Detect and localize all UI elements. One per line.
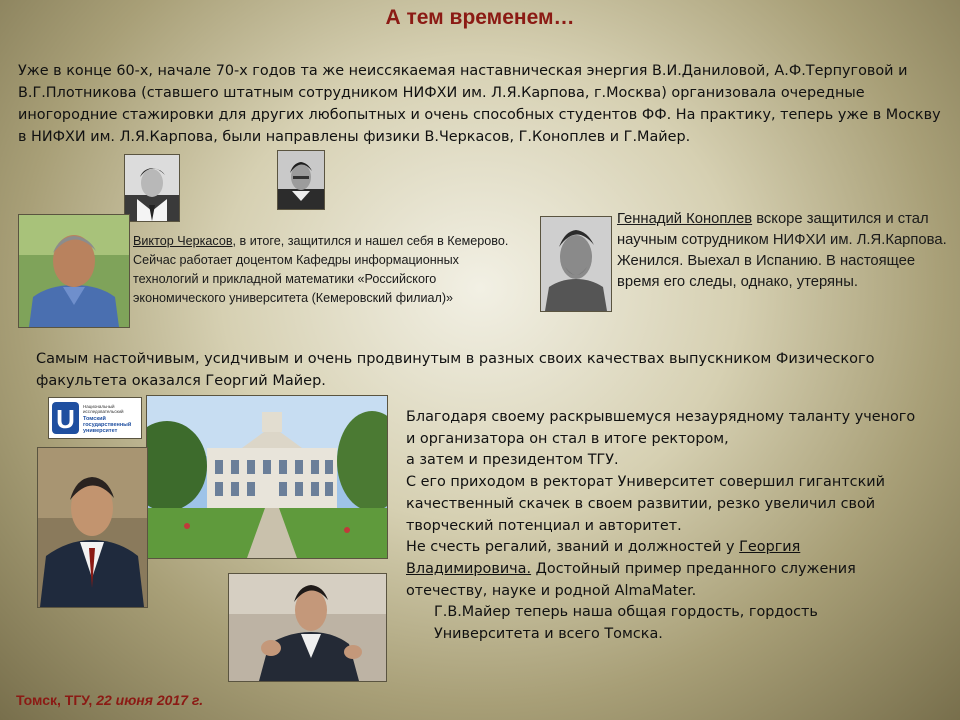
footer-place: Томск, ТГУ, <box>16 692 97 708</box>
bio-p4-after: Достойный пример преданного служения отечеству, науке и родной AlmaMater. <box>406 560 856 599</box>
tsu-logo <box>48 397 142 439</box>
cherkasov-text: , в итоге, защитился и нашел себя в Кемерово. Сейчас работает доцентом Кафедры информационных технологий и прикладной математики «Российского экономического университета (Кемеровский филиал)» <box>133 234 509 305</box>
konoplev-name: Геннадий Коноплев <box>617 211 753 227</box>
tsu-logo-letter: U <box>56 404 75 434</box>
konoplev-text: вскоре защитился и стал научным сотрудником НИФХИ им. Л.Я.Карпова. Женился. Выехал в Испанию. В настоящее время его следы, однако, утеряны. <box>617 211 947 290</box>
mayer-bio <box>406 407 926 646</box>
mayer-name-link: Георгия Владимировича. <box>406 539 801 577</box>
photo-university-building <box>146 395 388 559</box>
photo-cherkasov-young <box>124 154 180 222</box>
tsu-logo-line4: государственный <box>83 422 132 428</box>
cherkasov-caption <box>133 232 513 308</box>
bio-paragraph-1: Благодаря своему раскрывшемуся незаурядному таланту ученого и организатора он стал в итоге ректором, <box>406 409 916 447</box>
slide-title: А тем временем… <box>385 6 575 29</box>
footer <box>16 692 203 708</box>
tsu-logo-line2: исследовательский <box>83 409 124 414</box>
photo-mayer-portrait <box>37 447 148 608</box>
photo-konoplev-young <box>277 150 325 210</box>
tsu-logo-line5: университет <box>83 428 118 434</box>
tsu-logo-line1: Национальный <box>83 404 115 409</box>
photo-konoplev-now <box>540 216 612 312</box>
bio-paragraph-5: Г.В.Майер теперь наша общая гордость, гордость Университета и всего Томска. <box>434 604 818 643</box>
photo-mayer-speaking <box>228 573 387 682</box>
majer-intro-paragraph: Самым настойчивым, усидчивым и очень продвинутым в разных своих качествах выпускником Физического факультета оказался Георгий Майер. <box>36 351 875 389</box>
bio-p4-before: Не счесть регалий, званий и должностей у <box>406 539 740 556</box>
photo-cherkasov-now <box>18 214 130 328</box>
bio-paragraph-3: С его приходом в ректорат Университет совершил гигантский качественный скачек в своем развитии, резко увеличил свой творческий потенциал и авторитет. <box>406 474 885 534</box>
cherkasov-name: Виктор Черкасов <box>133 234 233 248</box>
bio-paragraph-2: а затем и президентом ТГУ. <box>406 452 619 469</box>
intro-paragraph: Уже в конце 60-х, начале 70-х годов та же неиссякаемая наставническая энергия В.И.Даниловой, А.Ф.Терпуговой и В.Г.Плотникова (ставшего штатным сотрудником НИФХИ им. Л.Я.Карпова, г.Москва) организовала очередные иногородние стажировки для других любопытных и очень способных студентов ФФ. На практику, теперь уже в Москву в НИФХИ им. Л.Я.Карпова, были направлены физики В.Черкасов, Г.Коноплев и Г.Майер. <box>18 63 941 145</box>
footer-date: 22 июня 2017 г. <box>96 692 204 708</box>
konoplev-caption <box>617 209 947 293</box>
bio-paragraph-4 <box>406 537 926 602</box>
tsu-logo-line3: Томский <box>83 416 106 422</box>
